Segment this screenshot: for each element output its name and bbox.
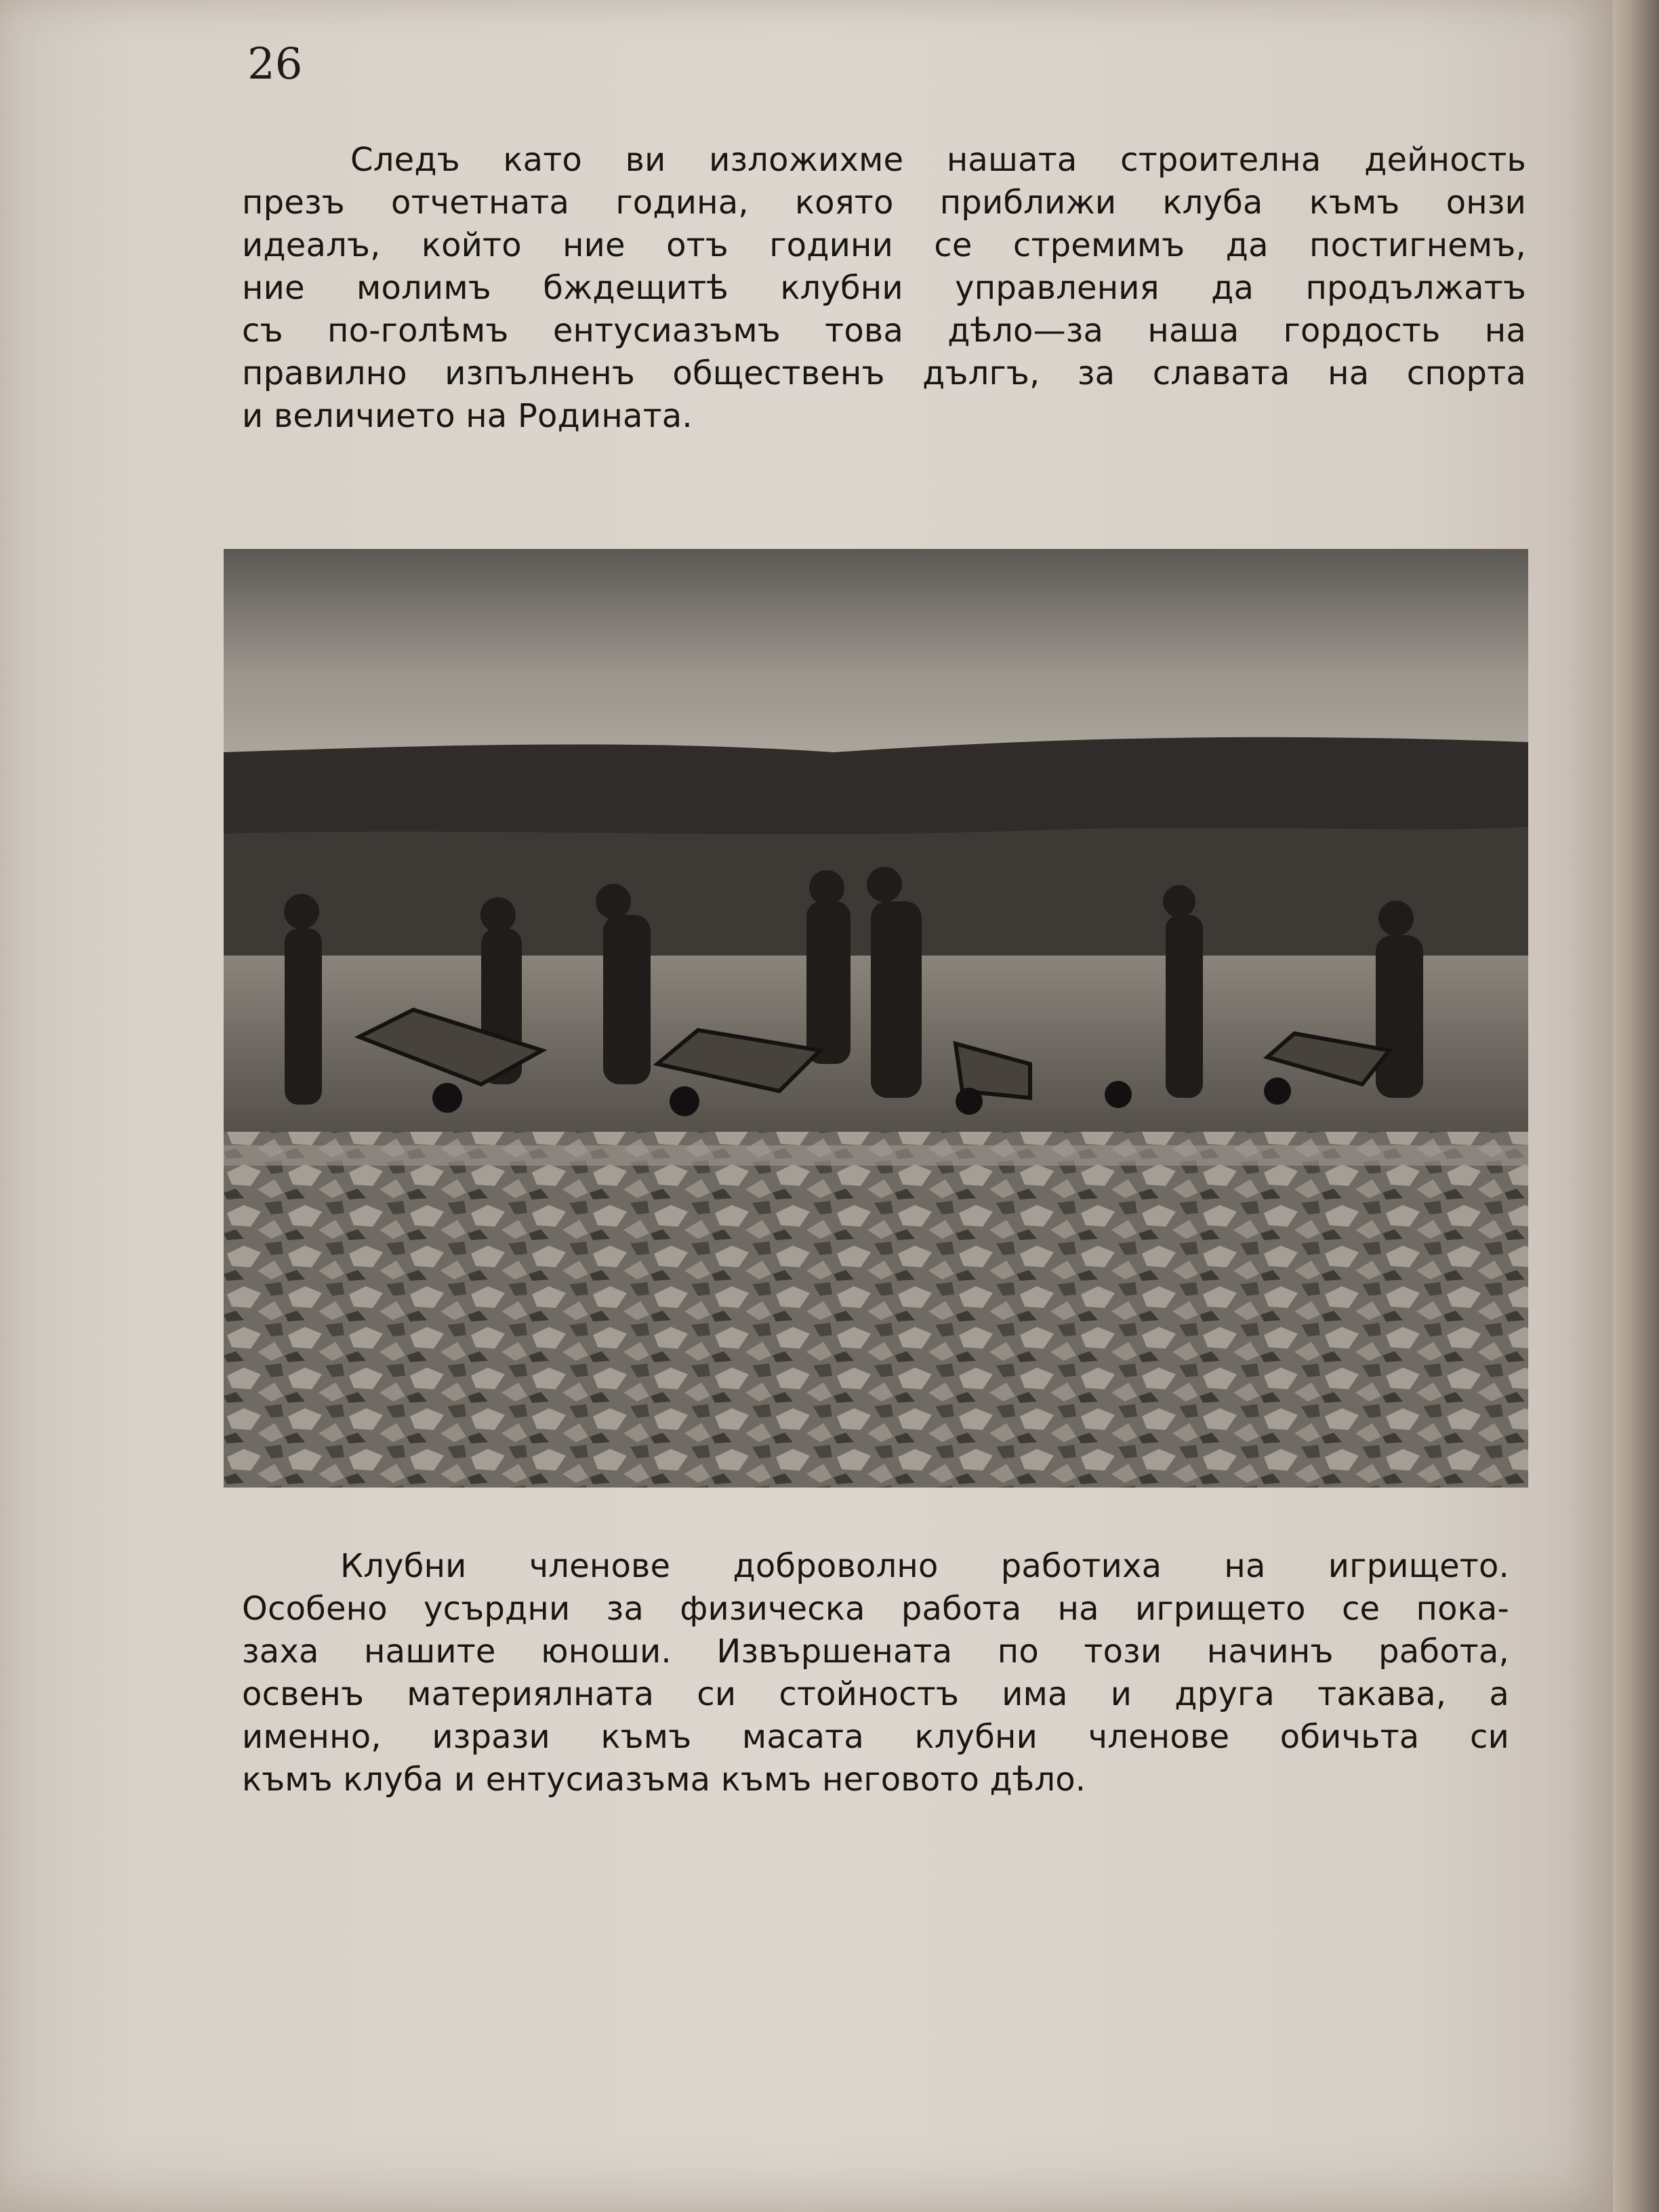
text-line: правилно изпълненъ общественъ дългъ, за славата на спорта [242,354,1526,392]
text-line: заха нашите юноши. Извършената по този начинъ работа, [242,1633,1509,1671]
page-edge [1613,0,1659,2212]
text-line: съ по-голѣмъ ентусиазъмъ това дѣло—за наша гордость на [242,312,1526,350]
text-line: идеалъ, който ние отъ години се стремимъ да постигнемъ, [242,226,1526,264]
text-line: Клубни членове доброволно работиха на игрището. [340,1547,1509,1585]
text-line: къмъ клуба и ентусиазъма къмъ неговото дѣло. [242,1761,1086,1799]
text-line: именно, изрази къмъ масата клубни членове обичьта си [242,1718,1509,1756]
photograph-workers-with-wheelbarrows-icon [224,549,1528,1488]
text-line: Особено усърдни за физическа работа на игрището се пока- [242,1590,1509,1628]
text-line: ние молимъ бждещитѣ клубни управления да продължатъ [242,269,1526,307]
text-line: и величието на Родината. [242,397,693,435]
paragraph-top [242,139,1526,438]
paragraph-bottom [242,1545,1509,1801]
photograph [224,549,1528,1488]
text-line: освенъ материялната си стойностъ има и друга такава, а [242,1675,1509,1713]
text-line: Следъ като ви изложихме нашата строителна дейность [350,141,1526,179]
text-line: презъ отчетната година, която приближи клуба къмъ онзи [242,184,1526,222]
page-number: 26 [247,39,303,89]
